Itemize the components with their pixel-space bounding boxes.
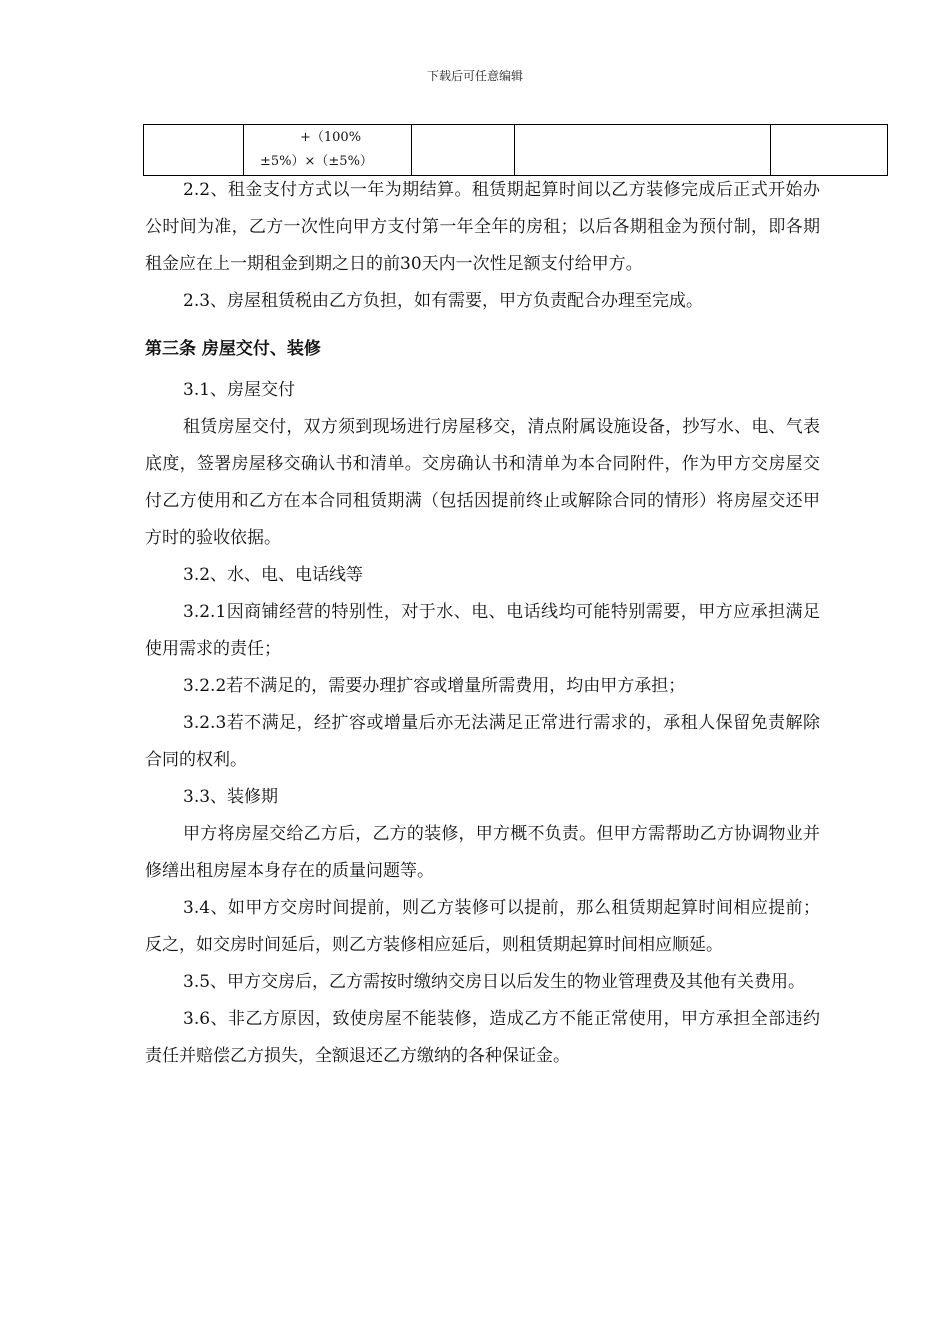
paragraph-3-2-2: 3.2.2若不满足的，需要办理扩容或增量所需费用，均由甲方承担； bbox=[183, 676, 686, 696]
table-cell-formula bbox=[244, 125, 412, 176]
paragraph-3-3-body: 甲方将房屋交给乙方后，乙方的装修，甲方概不负责。但甲方需帮助乙方协调物业并修缮出租房屋本身存在的质量问题等。 bbox=[145, 824, 820, 881]
table-row bbox=[144, 125, 888, 176]
paragraph-3-1-body: 租赁房屋交付，双方须到现场进行房屋移交，清点附属设施设备，抄写水、电、气表底度，签署房屋移交确认书和清单。交房确认书和清单为本合同附件，作为甲方交房屋交付乙方使用和乙方在本合同租赁期满（包括因提前终止或解除合同的情形）将房屋交还甲方时的验收依据。 bbox=[145, 417, 820, 548]
paragraph-3-6: 3.6、非乙方原因，致使房屋不能装修，造成乙方不能正常使用，甲方承担全部违约责任并赔偿乙方损失，全额退还乙方缴纳的各种保证金。 bbox=[145, 1009, 820, 1066]
paragraph-3-4: 3.4、如甲方交房时间提前，则乙方装修可以提前，那么租赁期起算时间相应提前；反之，如交房时间延后，则乙方装修相应延后，则租赁期起算时间相应顺延。 bbox=[145, 898, 820, 955]
paragraph-2-2: 2.2、租金支付方式以一年为期结算。租赁期起算时间以乙方装修完成后正式开始办公时间为准，乙方一次性向甲方支付第一年全年的房租；以后各期租金为预付制，即各期租金应在上一期租金到期之日的前30天内一次性足额支付给甲方。 bbox=[145, 180, 820, 274]
page-header: 下载后可任意编辑 bbox=[426, 69, 523, 83]
fee-table bbox=[143, 124, 888, 176]
paragraph-3-1: 3.1、房屋交付 bbox=[183, 380, 296, 400]
table-cell bbox=[771, 125, 888, 176]
table-cell bbox=[412, 125, 515, 176]
section-heading-3: 第三条 房屋交付、装修 bbox=[145, 339, 321, 359]
paragraph-3-2-3: 3.2.3若不满足，经扩容或增量后亦无法满足正常进行需求的，承租人保留免责解除合同的权利。 bbox=[145, 713, 820, 770]
table-cell bbox=[515, 125, 771, 176]
table-cell bbox=[144, 125, 244, 176]
document-body bbox=[145, 172, 820, 1075]
paragraph-3-3: 3.3、装修期 bbox=[183, 787, 279, 807]
paragraph-3-5: 3.5、甲方交房后，乙方需按时缴纳交房日以后发生的物业管理费及其他有关费用。 bbox=[183, 972, 806, 992]
formula-line-1: +（100% bbox=[300, 130, 362, 145]
paragraph-3-2: 3.2、水、电、电话线等 bbox=[183, 565, 364, 585]
paragraph-3-2-1: 3.2.1因商铺经营的特别性，对于水、电、电话线均可能特别需要，甲方应承担满足使用需求的责任； bbox=[145, 602, 820, 659]
paragraph-2-3: 2.3、房屋租赁税由乙方负担，如有需要，甲方负责配合办理至完成。 bbox=[183, 291, 704, 311]
formula-line-2: ±5%）×（±5%） bbox=[260, 154, 373, 169]
